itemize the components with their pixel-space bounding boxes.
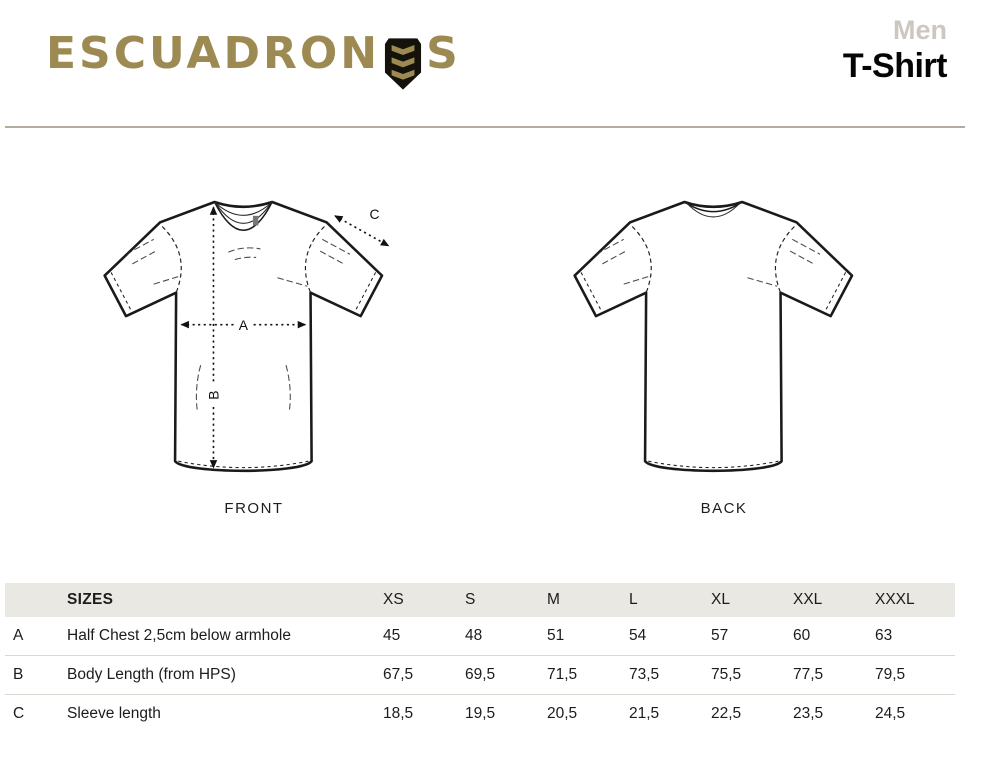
back-caption: BACK [700,500,748,517]
cell-value: 54 [629,627,647,644]
front-shirt-diagram [94,186,414,490]
brand-logo-text-right: S [426,28,461,79]
header-col-m: M [547,591,560,608]
row-key: C [13,705,25,722]
cell-value: 77,5 [793,666,824,683]
cell-value: 20,5 [547,705,578,722]
category-label: Men [893,15,947,45]
cell-value: 67,5 [383,666,414,683]
cell-value: 79,5 [875,666,906,683]
cell-value: 45 [383,627,401,644]
back-shirt-outline [575,202,852,471]
rank-shield-icon [384,37,422,91]
page-title-block [843,14,947,86]
measure-a-label: A [238,317,248,333]
collar-label-tag [253,216,258,226]
cell-value: 57 [711,627,729,644]
cell-value: 24,5 [875,705,906,722]
size-table-header-row [5,583,955,617]
table-row-c [5,695,955,733]
row-measurement-name: Body Length (from HPS) [67,666,236,683]
header-col-xxl: XXL [793,591,823,608]
header-col-xl: XL [711,591,730,608]
header-col-xxxl: XXXL [875,591,915,608]
table-row-b [5,656,955,695]
header-sizes-cell: SIZES [67,591,114,608]
cell-value: 73,5 [629,666,660,683]
measure-c-label: C [369,206,380,223]
row-measurement-name: Sleeve length [67,705,161,722]
cell-value: 23,5 [793,705,824,722]
measure-b-label: B [205,390,222,400]
header-col-s: S [465,591,476,608]
brand-logo-text-left: ESCUADRON [46,28,381,79]
back-diagram-figure [564,186,884,517]
header-col-l: L [629,591,638,608]
back-shirt-diagram [564,186,884,490]
row-key: A [13,627,24,644]
cell-value: 22,5 [711,705,742,722]
cell-value: 19,5 [465,705,496,722]
table-row-a [5,617,955,656]
brand-logo [46,30,461,84]
size-table [5,583,955,733]
cell-value: 48 [465,627,483,644]
cell-value: 63 [875,627,893,644]
cell-value: 51 [547,627,565,644]
cell-value: 21,5 [629,705,660,722]
product-title: T-Shirt [842,47,947,85]
cell-value: 18,5 [383,705,414,722]
front-caption: FRONT [224,500,284,517]
cell-value: 60 [793,627,811,644]
cell-value: 71,5 [547,666,578,683]
header-col-xs: XS [383,591,404,608]
row-key: B [13,666,24,683]
front-shirt-outline [105,202,382,471]
header-divider [5,126,965,128]
front-diagram-figure [94,186,414,517]
row-measurement-name: Half Chest 2,5cm below armhole [67,627,291,644]
cell-value: 69,5 [465,666,496,683]
cell-value: 75,5 [711,666,742,683]
